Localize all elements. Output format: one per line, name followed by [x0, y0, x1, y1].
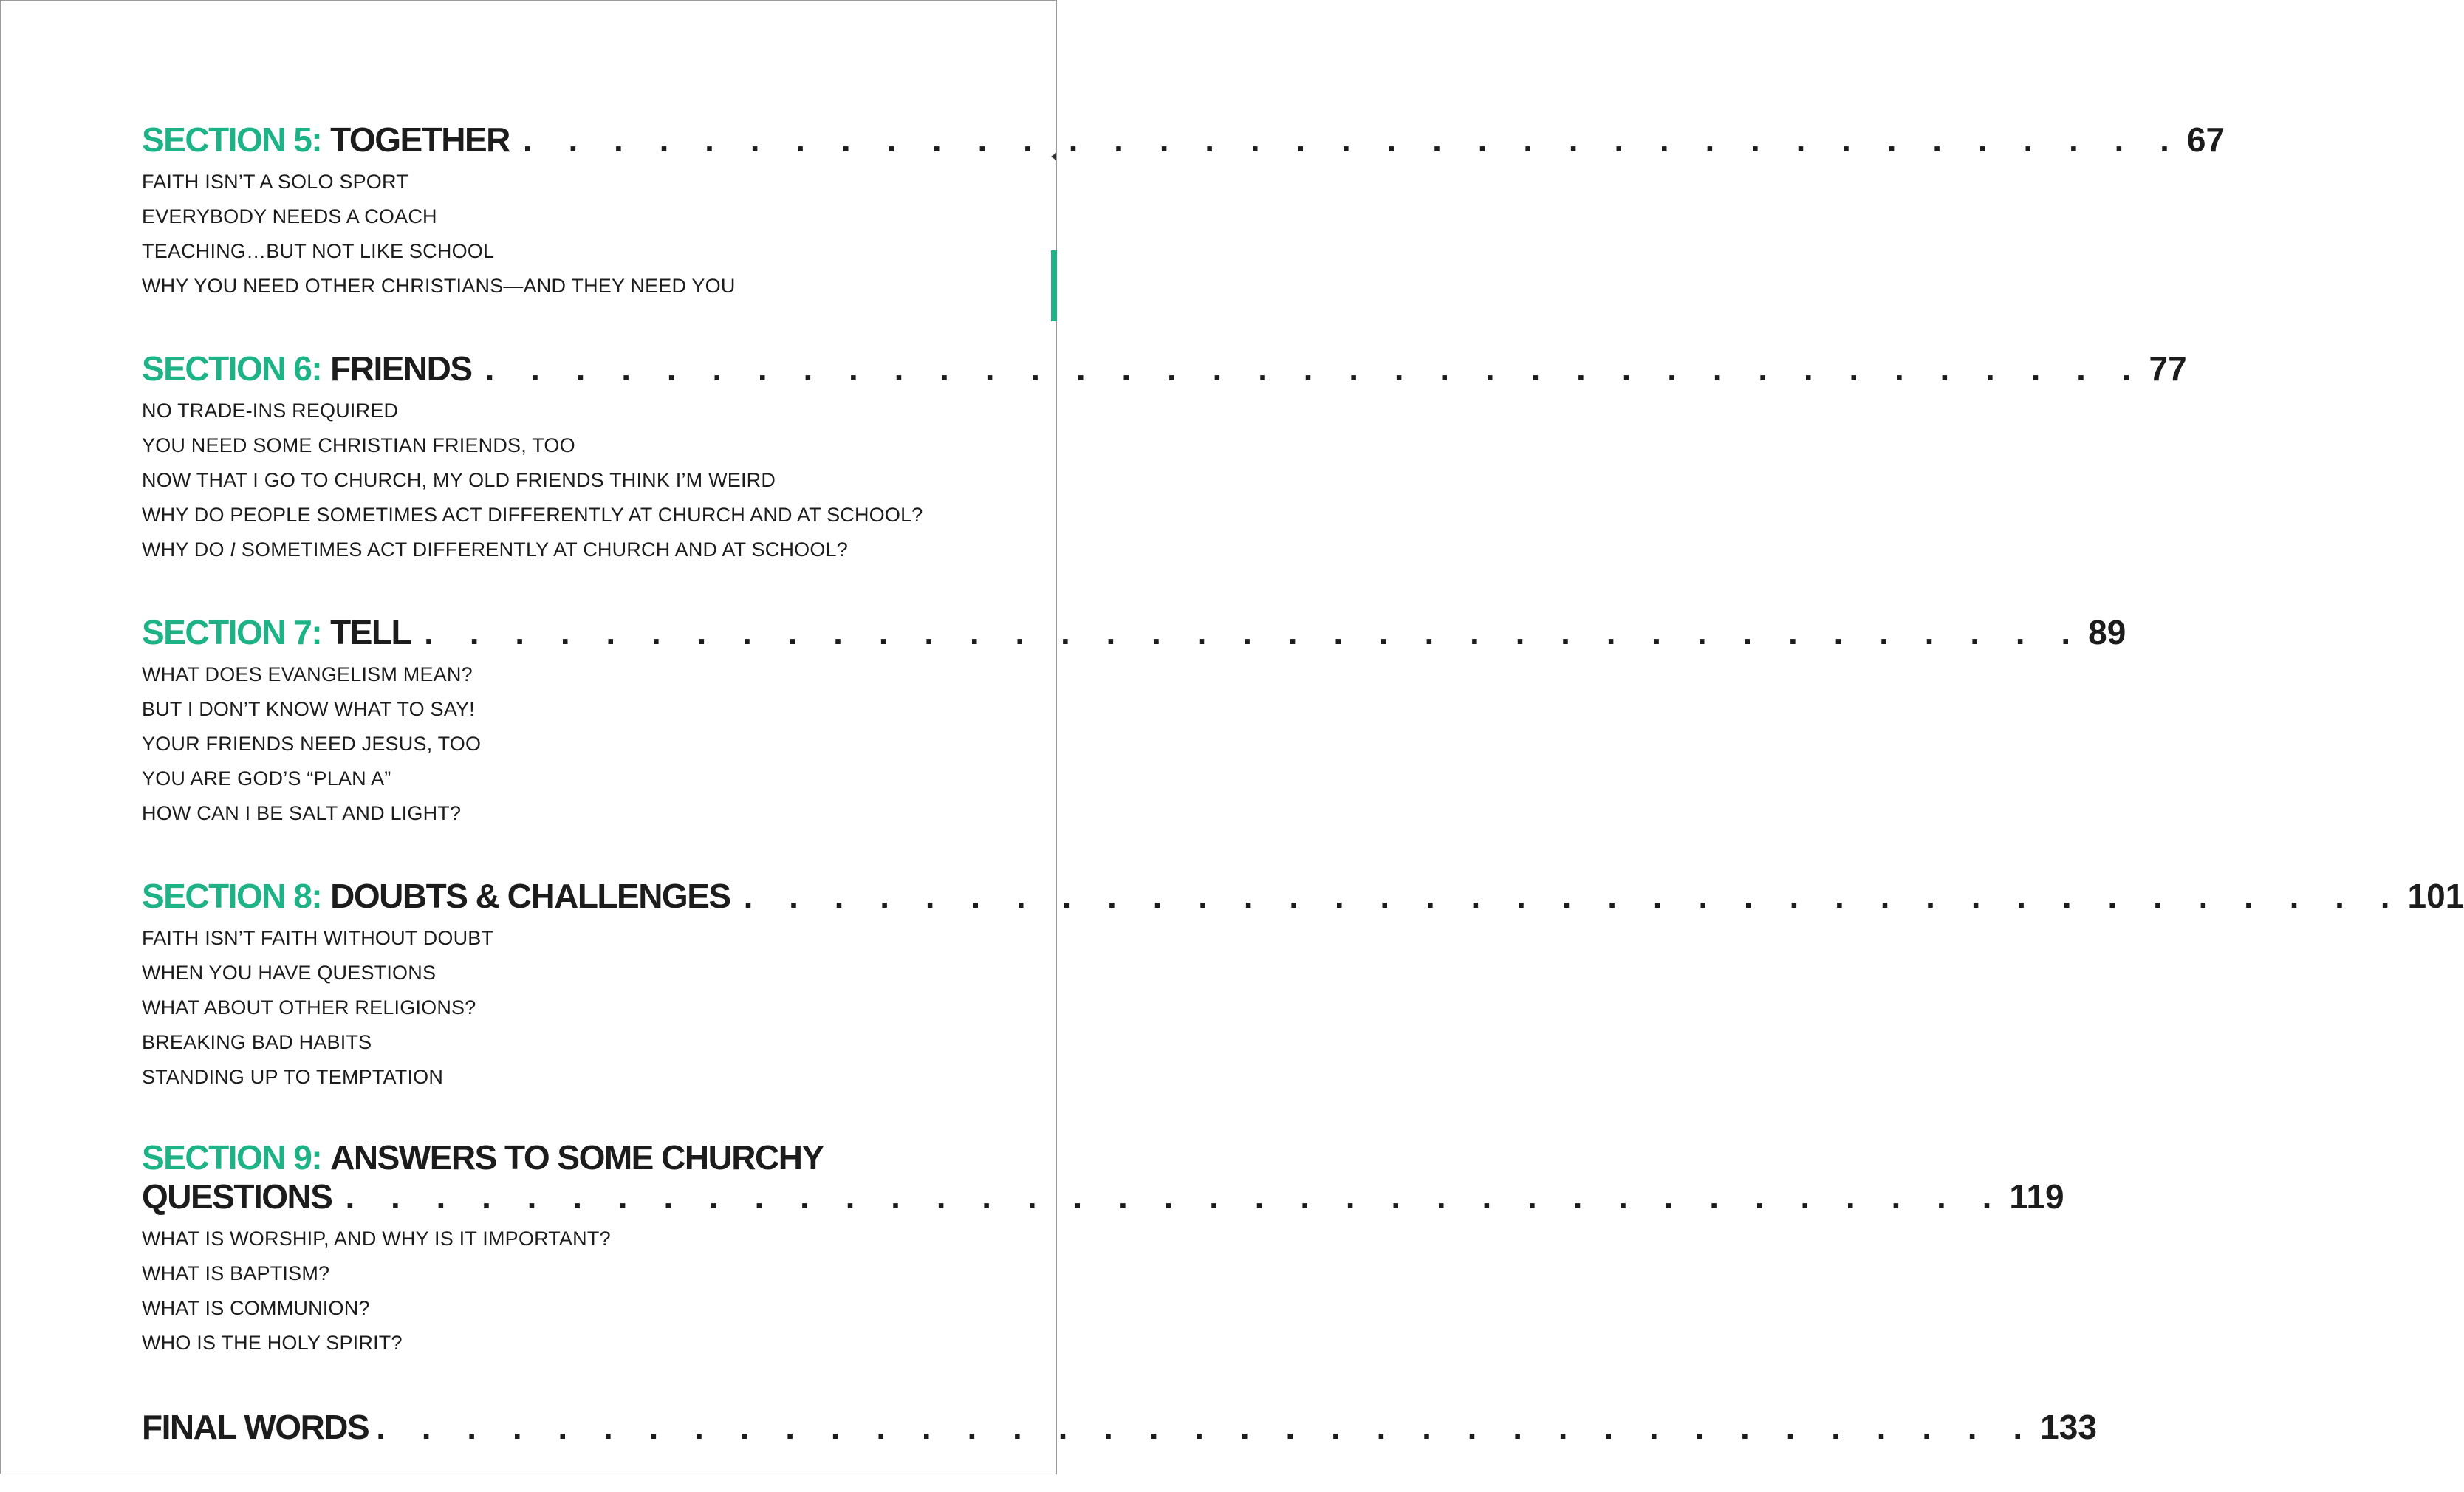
section-items [142, 657, 884, 831]
section-title: TELL [330, 613, 411, 651]
page-number: 101 [2407, 877, 2464, 915]
section-number: SECTION 7: [142, 613, 322, 651]
section-heading[interactable] [142, 119, 2225, 160]
toc-item[interactable]: STANDING UP TO TEMPTATION [142, 1066, 444, 1088]
leader-dots: . . . . . . . . . . . . . . . . . . . . . . . . . . . . . . . . . . . . . [345, 1177, 2005, 1216]
toc-item[interactable]: WHY YOU NEED OTHER CHRISTIANS—AND THEY NEED YOU [142, 275, 736, 297]
toc-item[interactable]: WHY DO PEOPLE SOMETIMES ACT DIFFERENTLY AT CHURCH AND AT SCHOOL? [142, 504, 923, 526]
page-number: 89 [2088, 613, 2126, 651]
page-number: 77 [2149, 349, 2187, 388]
toc-section-7 [142, 612, 2126, 831]
page-number: 67 [2186, 120, 2225, 159]
section-items [142, 394, 923, 567]
toc-item[interactable]: WHAT IS WORSHIP, AND WHY IS IT IMPORTANT? [142, 1228, 611, 1250]
leader-dots: . . . . . . . . . . . . . . . . . . . . . . . . . . . . . . . . . . . . . [376, 1408, 2036, 1446]
section-items [142, 165, 884, 304]
toc-item[interactable]: NOW THAT I GO TO CHURCH, MY OLD FRIENDS THINK I’M WEIRD [142, 469, 776, 491]
section-items [142, 921, 884, 1095]
section-title: DOUBTS & CHALLENGES [330, 877, 730, 915]
toc-item[interactable]: WHY DO I SOMETIMES ACT DIFFERENTLY AT CHURCH AND AT SCHOOL? [142, 538, 848, 561]
section-heading[interactable] [142, 1406, 2097, 1448]
toc-item[interactable]: WHAT ABOUT OTHER RELIGIONS? [142, 996, 476, 1019]
toc-item[interactable]: WHAT IS COMMUNION? [142, 1297, 370, 1319]
toc-section-8 [142, 875, 2464, 1095]
toc-item[interactable]: WHAT DOES EVANGELISM MEAN? [142, 663, 473, 685]
page-number: 133 [2040, 1408, 2097, 1446]
final-title: FINAL WORDS [142, 1408, 369, 1446]
page-number: 119 [2009, 1177, 2064, 1216]
toc-item[interactable]: WHAT IS BAPTISM? [142, 1262, 330, 1284]
toc-section-6 [142, 348, 2187, 567]
section-title: TOGETHER [330, 120, 510, 159]
leader-dots: . . . . . . . . . . . . . . . . . . . . . . . . . . . . . . . . . . . . . [424, 613, 2084, 651]
leader-dots: . . . . . . . . . . . . . . . . . . . . . . . . . . . . . . . . . . . . . [485, 349, 2145, 388]
toc-section-9 [142, 1138, 2064, 1361]
toc-item[interactable]: WHO IS THE HOLY SPIRIT? [142, 1332, 403, 1354]
toc-item[interactable]: YOU NEED SOME CHRISTIAN FRIENDS, TOO [142, 434, 575, 456]
toc-item[interactable]: BREAKING BAD HABITS [142, 1031, 372, 1053]
section-number: SECTION 8: [142, 877, 322, 915]
toc-item[interactable]: YOU ARE GOD’S “PLAN A” [142, 767, 391, 790]
toc-item[interactable]: YOUR FRIENDS NEED JESUS, TOO [142, 733, 482, 755]
table-of-contents [142, 119, 2464, 1492]
toc-item[interactable]: BUT I DON’T KNOW WHAT TO SAY! [142, 698, 475, 720]
toc-item[interactable]: EVERYBODY NEEDS A COACH [142, 205, 437, 227]
section-title-continued: QUESTIONS [142, 1177, 332, 1216]
section-edge-tab [1051, 250, 1057, 321]
section-number: SECTION 6: [142, 349, 322, 388]
toc-item[interactable]: NO TRADE-INS REQUIRED [142, 400, 399, 422]
section-heading[interactable] [142, 1176, 2064, 1217]
section-heading[interactable] [142, 348, 2187, 389]
toc-item[interactable]: TEACHING…BUT NOT LIKE SCHOOL [142, 240, 495, 262]
leader-dots: . . . . . . . . . . . . . . . . . . . . . . . . . . . . . . . . . . . . . [743, 877, 2403, 915]
section-title: ANSWERS TO SOME CHURCHY [330, 1138, 824, 1177]
toc-item[interactable]: HOW CAN I BE SALT AND LIGHT? [142, 802, 462, 824]
leader-dots: . . . . . . . . . . . . . . . . . . . . . . . . . . . . . . . . . . . . . [522, 120, 2183, 159]
toc-final-words [142, 1406, 2097, 1448]
section-number: SECTION 5: [142, 120, 322, 159]
section-heading[interactable] [142, 612, 2126, 653]
toc-item[interactable]: WHEN YOU HAVE QUESTIONS [142, 962, 437, 984]
section-title: FRIENDS [330, 349, 472, 388]
section-number: SECTION 9: [142, 1138, 322, 1177]
toc-section-5 [142, 119, 2225, 304]
section-heading-line1[interactable] [142, 1139, 884, 1176]
toc-item[interactable]: FAITH ISN’T FAITH WITHOUT DOUBT [142, 927, 494, 949]
toc-item[interactable]: FAITH ISN’T A SOLO SPORT [142, 171, 408, 193]
section-heading[interactable] [142, 875, 2464, 917]
section-items [142, 1222, 884, 1361]
